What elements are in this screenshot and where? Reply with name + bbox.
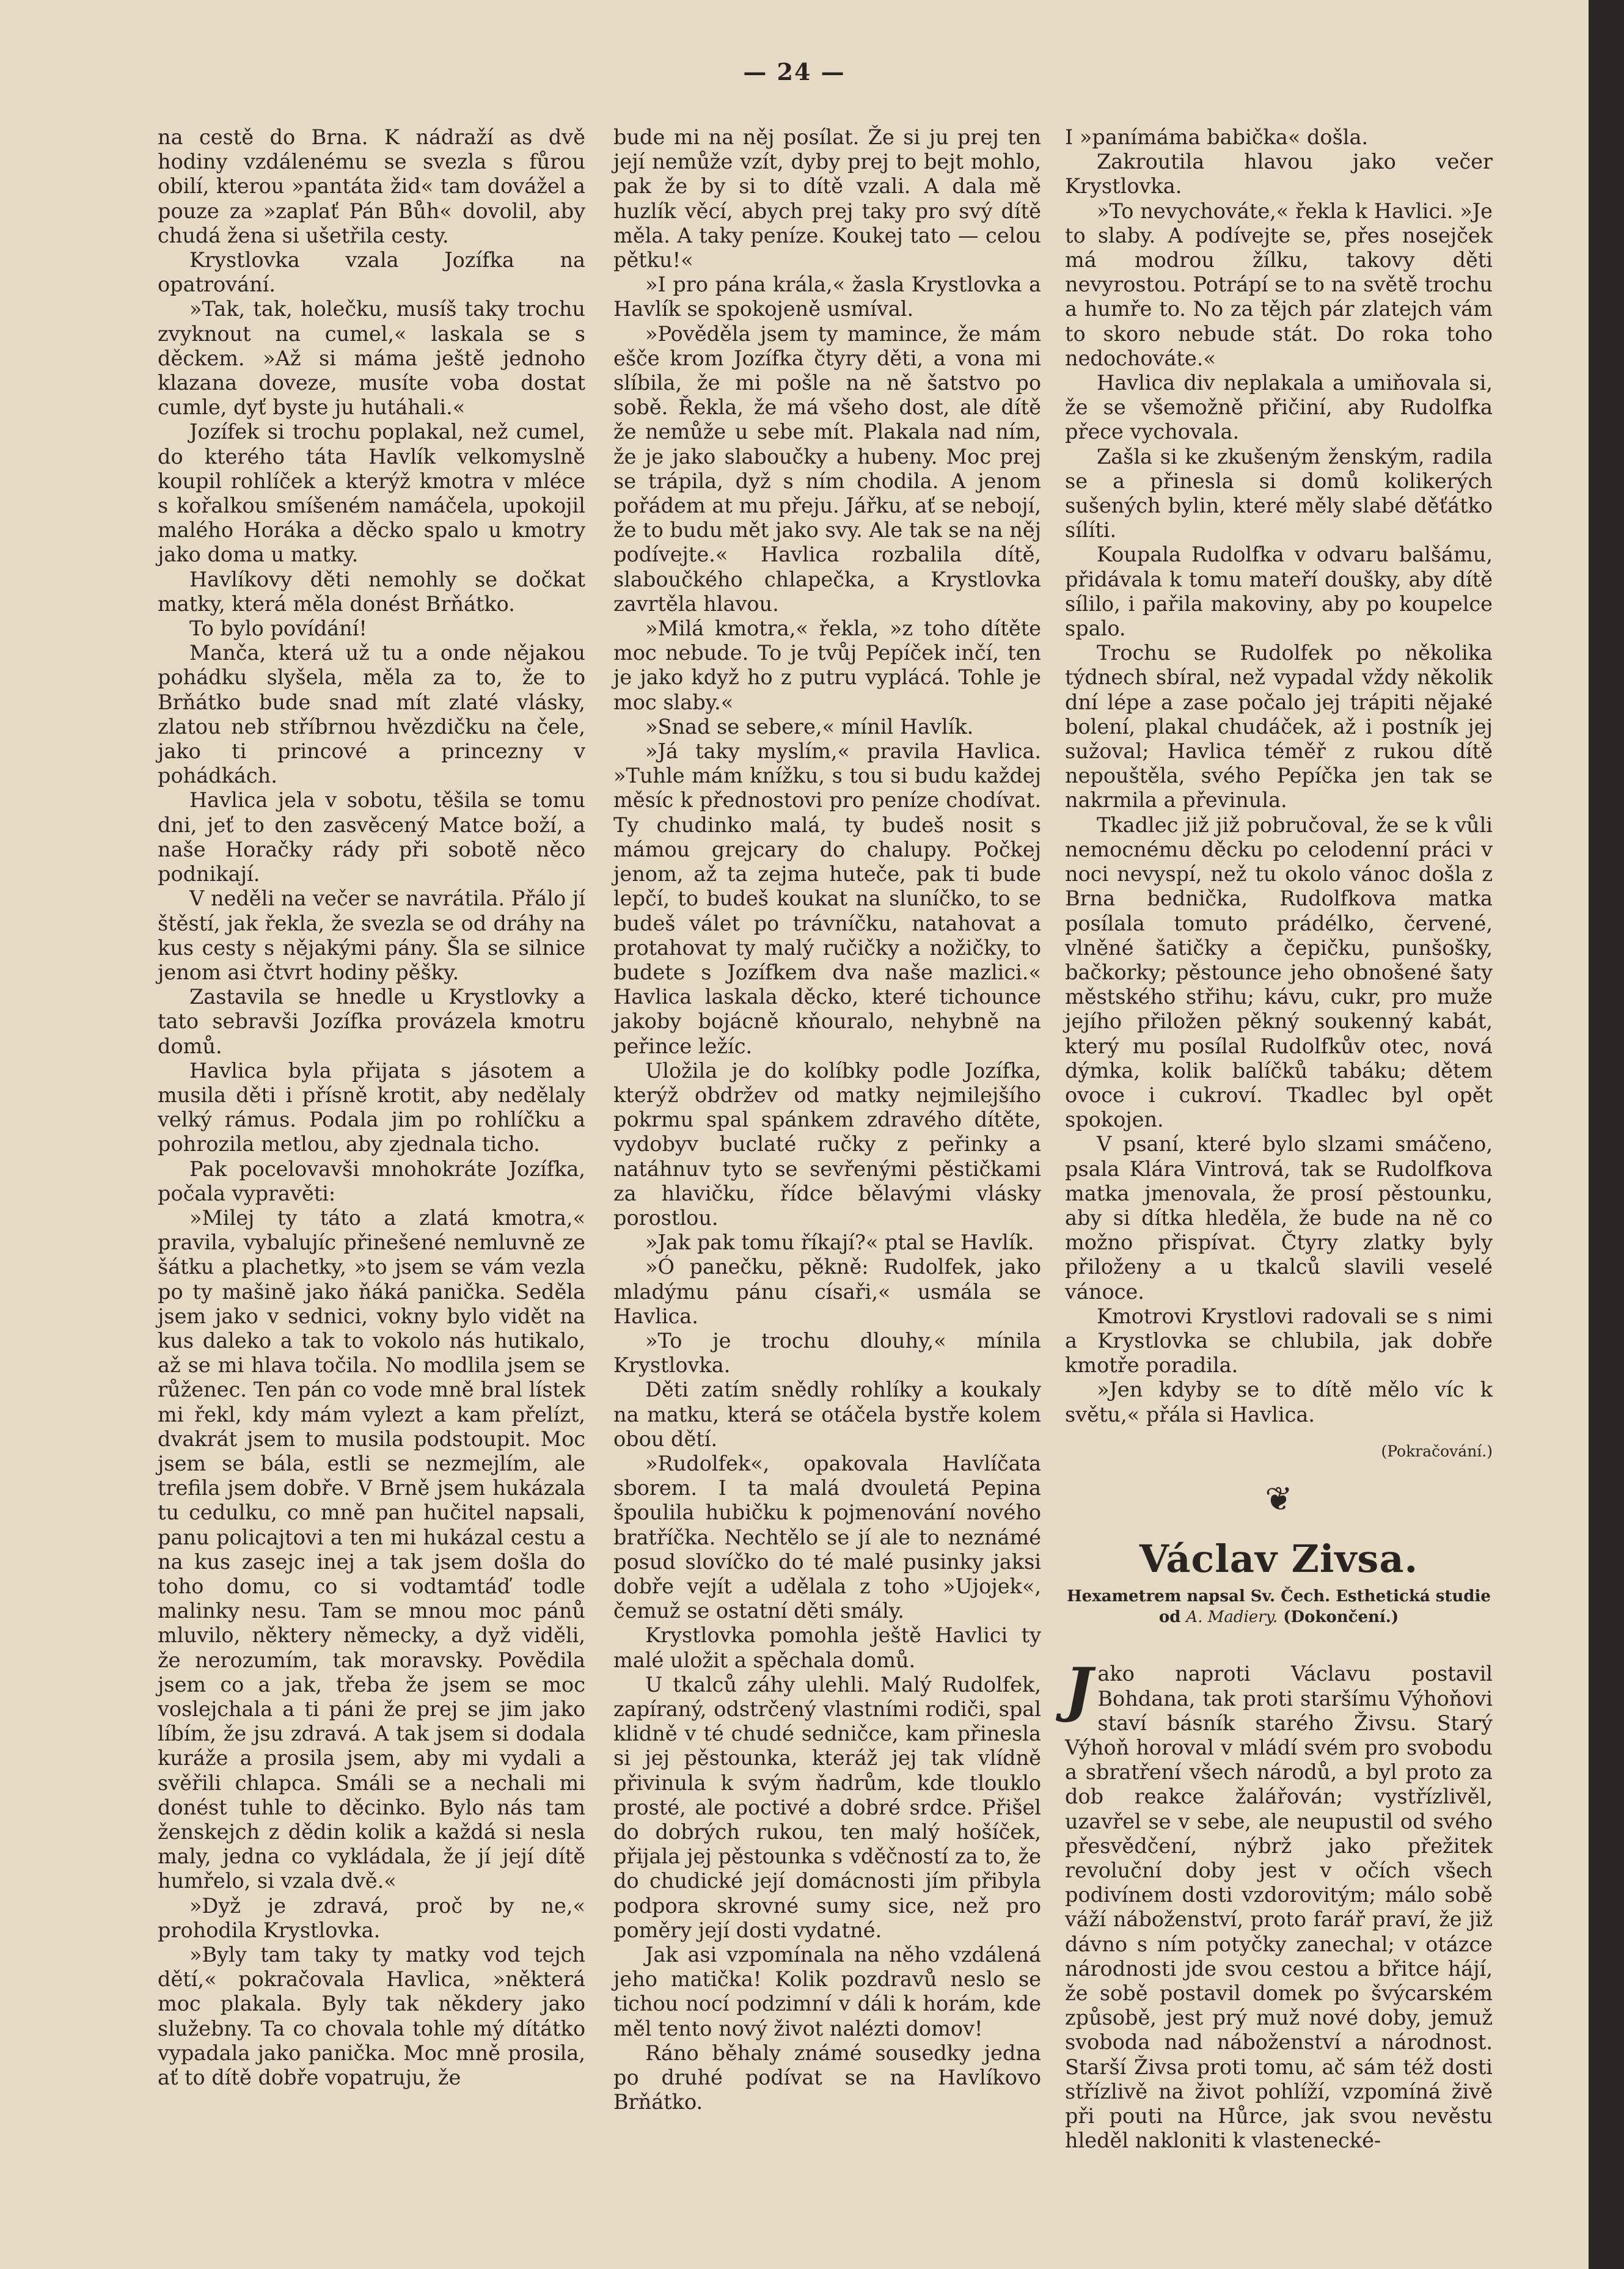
paragraph: Zašla si ke zkušeným ženským, radila se a přinesla si domů kolikerých sušených bylin, které měly slabé děťátko sílíti. — [1065, 444, 1493, 543]
paragraph: »Tak, tak, holečku, musíš taky trochu zvyknout na cumel,« laskala se s děckem. »Až si máma ještě jednoho klazana doveze, musíte voba dostat cumle, dyť byste ju hutáhali.« — [158, 297, 585, 420]
paragraph: Trochu se Rudolfek po několika týdnech sbíral, než vypadal vždy několik dní lépe a zase počalo jej trápiti nějaké bolení, plakal chudáček, až i postník jej sužoval; Havlica téměř z rukou dítě nepouštěla, svého Pepíčka jen tak se nakrmila a převinula. — [1065, 641, 1493, 813]
paragraph: Havlica div neplakala a umiňovala si, že se všemožně přičiní, aby Rudolfka přece vychovala. — [1065, 371, 1493, 444]
paragraph: Pak pocelovavši mnohokráte Jozífka, počala vypravěti: — [158, 1156, 585, 1205]
paragraph: V psaní, které bylo slzami smáčeno, psala Klára Vintrová, tak se Rudolfkova matka jmenovala, že prosí pěstounku, aby si dítka hleděla, že bude na ně co možno přispívat. Čtyry zlatky byly přiloženy a u tkalců slavili veselé vánoce. — [1065, 1132, 1493, 1304]
paragraph: »Já taky myslím,« pravila Havlica. »Tuhle mám knížku, s tou si budu každej měsíc k přednostovi pro peníze chodívat. Ty chudinko malá, ty budeš nosit s mámou grejcary do chalupy. Počkej jenom, až ta zejma huteče, pak ti bude lepčí, to budeš koukat na sluníčko, to se budeš válet po trávníčku, natahovat a protahovat ty malý ručičky a nožičky, to budete s Jozífkem dva naše mazlici.« Havlica laskala děcko, které tichounce jakoby bojácně kňouralo, nehybně na peřince ležíc. — [613, 739, 1041, 1058]
dropcap: J — [1065, 1655, 1093, 1725]
paragraph: »Jak pak tomu říkají?« ptal se Havlík. — [645, 1230, 1034, 1255]
article-body-text: ako naproti Václavu postavil Bohdana, tak proti staršímu Výhoňovi staví básník starého Živsu. Starý Výhoň horoval v mládí svém pro svobodu a sbratření všech národů, a byl proto za dob reakce žalářován; vystřízlivěl, uzavřel se v sebe, ale neupustil od svého přesvědčení, nýbrž jako přežitek revoluční doby jest v očích všech podivínem dosti vzdorovitým; málo sobě váží náboženství, proto farář praví, že již dávno s ním potyčky zanechal; v otázce národnosti jde svou cestou a břitce hájí, že sobě postavil domek po švýcarském způsobě, jest prý muž nové doby, jemuž svoboda nad náboženství a národnost. Starší Živsa proti tomu, ač sám též dosti střízlivě na život pohlíží, vzpomíná živě při pouti na Hůrce, jak svou nevěstu hleděl nakloniti k vlastenecké- — [1065, 1662, 1493, 2153]
paragraph: Koupala Rudolfka v odvaru balšámu, přidávala k tomu mateří doušky, aby dítě sílilo, i pařila makoviny, aby po koupelce spalo. — [1065, 543, 1493, 641]
article-title: Václav Zivsa. — [1139, 1536, 1419, 1582]
paragraph: Manča, která už tu a onde nějakou pohádku slyšela, měla za to, že to Brňátko bude snad mít zlaté vlásky, zlatou neb stříbrnou hvězdičku na čele, jako ti princové a princezny v pohádkách. — [158, 641, 585, 788]
paragraph: na cestě do Brna. K nádraží as dvě hodiny vzdálenému se svezla s fůrou obilí, kterou »pantáta žid« tam dovážel a pouze za »zaplať Pán Bůh« dovolil, aby chudá žena si ušetřila cesty. — [158, 125, 585, 247]
paragraph: Tkadlec již již pobručoval, že se k vůli nemocnému děcku po celodenní práci v noci nevyspí, než tu okolo vánoc došla z Brna bednička, Rudolfkova matka posílala tomuto prádélko, červené, vlněné šatičky a čepičku, punšošky, bačkorky; pěstounce jeho obnošené šaty městského střihu; kávu, cukr, pro muže jejího přiložen pěkný soukenný kabát, který mu posílal Rudolfkův otec, nová dýmka, kolik balíčků tabáku; dětem ovoce i cukroví. Tkadlec byl opět spokojen. — [1065, 813, 1493, 1132]
paragraph: Havlica jela v sobotu, těšila se tomu dni, jeť to den zasvěcený Matce boží, a naše Horačky rády při sobotě něco podnikají. — [158, 788, 585, 886]
paragraph: Havlíkovy děti nemohly se dočkat matky, která měla donést Brňátko. — [158, 567, 585, 616]
paragraph: »Dyž je zdravá, proč by ne,« prohodila Krystlovka. — [158, 1893, 585, 1942]
paragraph: Jak asi vzpomínala na něho vzdálená jeho matička! Kolik pozdravů neslo se tichou nocí podzimní v dáli k horám, kde měl tento nový život nalézti domov! — [613, 1943, 1041, 2041]
paragraph: Zakroutila hlavou jako večer Krystlovka. — [1065, 150, 1493, 199]
subtitle-text: Hexametrem napsal Sv. Čech. Esthetická studie od — [1067, 1587, 1491, 1627]
paragraph: »I pro pána krála,« žasla Krystlovka a Havlík se spokojeně usmíval. — [613, 272, 1041, 321]
paragraph: Krystlovka vzala Jozífka na opatrování. — [158, 248, 585, 297]
paragraph: Krystlovka pomohla ještě Havlici ty malé uložit a spěchala domů. — [613, 1623, 1041, 1672]
paragraph: Zastavila se hnedle u Krystlovky a tato sebravši Jozífka provázela kmotru domů. — [158, 985, 585, 1058]
continuation-note: (Pokračování.) — [1381, 1442, 1493, 1460]
column-1 — [158, 125, 585, 2090]
paragraph: »To nevychováte,« řekla k Havlici. »Je to slaby. A podívejte se, přes nosejček má modrou žílku, takovy děti nevyrostou. Potrápí se to na světě trochu a humře to. No za tějch pár zlatejch vám to skoro nebude stát. Do roka toho nedochováte.« — [1065, 199, 1493, 370]
paragraph: »Snad se sebere,« mínil Havlík. — [645, 714, 974, 739]
article-body — [1065, 1655, 1493, 2153]
paragraph: »Pověděla jsem ty mamince, že mám ešče krom Jozífka čtyry děti, a vona mi slíbila, že mi pošle na ně šatstvo po sobě. Řekla, že má všeho dost, ale dítě že nemůže u sebe mít. Plakala nad ním, že je jako slaboučky a hubeny. Moc prej se trápila, dyž s ním chodila. A jenom pořádem at mu přeju. Jářku, ať se nebojí, že to budu mět jako svy. Ale tak se na něj podívejte.« Havlica rozbalila dítě, slaboučkého chlapečka, a Krystlovka zavrtěla hlavou. — [613, 321, 1041, 616]
paragraph: To bylo povídání! — [189, 616, 367, 641]
paragraph: I »panímáma babička« došla. — [1065, 125, 1369, 149]
article-subtitle — [1065, 1586, 1493, 1628]
paragraph: Jozífek si trochu poplakal, než cumel, do kterého táta Havlík velkomyslně koupil rohlíček a kterýž kmotra v mléce s kořalkou smíšeném namáčela, upokojil malého Horáka a děcko spalo u kmotry jako doma u matky. — [158, 420, 585, 567]
scan-edge — [1589, 0, 1624, 2269]
column-3 — [1065, 125, 1493, 2153]
paragraph: »To je trochu dlouhy,« mínila Krystlovka. — [613, 1328, 1041, 1378]
paragraph: Děti zatím snědly rohlíky a koukaly na matku, která se otáčela bystře kolem obou dětí. — [613, 1378, 1041, 1451]
paragraph: »Milej ty táto a zlatá kmotra,« pravila, vybalujíc přinešené nemluvně ze šátku a plachetky, »to jsem se vám vezla po ty mašině jako ňáká panička. Seděla jsem jako v sednici, vokny bylo vidět na kus daleko a tak to vokolo nás hutikalo, až se mi hlava točila. No modlila jsem se růženec. Ten pán co vode mně bral lístek mi řekl, kdy mám vylezt a kam přelízt, dvakrát jsem to musila podstoupit. Moc jsem se bála, estli se nezmejlím, ale trefila jsem dobře. V Brně jsem hukázala tu cedulku, co mně pan hučitel napsali, panu policajtovi a ten mi hukázal cestu a na kus zasejc inej a tak jsem došla do toho domu, co si vodtamtáď todle malinky nesu. Tam se mnou moc pánů mluvilo, některy německy, a dyž viděli, že nerozumím, tak moravsky. Povědila jsem co a jak, třeba že jsem se moc voslejchala a ti páni že prej se jim jako líbím, že jsu zdravá. A tak jsem si dodala kuráže a prosila jsem, aby mi vydali a svěřili chlapca. Smáli se a nechali mi donést tuhle to děcinko. Bylo nás tam ženskejch z dědin kolik a každá si nesla maly, jedna co vykládala, že jí její dítě humřelo, si vzala dvě.« — [158, 1205, 585, 1893]
ornament-icon: ❦ — [1265, 1479, 1293, 1518]
paragraph: Uložila je do kolíbky podle Jozífka, kterýž obdržev od matky nejmilejšího pokrmu spal spánkem zdravého dítěte, vydobyv buclaté ručky z peřinky a natáhnuv tyto se sevřenými pěstičkami za hlavičku, řídce bělavými vlásky porostlou. — [613, 1058, 1041, 1230]
paragraph: Havlica byla přijata s jásotem a musila děti i přísně krotit, aby nedělaly velký rámus. Podala jim po rohlíčku a pohrozila metlou, aby zjednala ticho. — [158, 1058, 585, 1156]
subtitle-author: A. Madiery. — [1186, 1608, 1278, 1627]
paragraph: U tkalců záhy ulehli. Malý Rudolfek, zapíraný, odstrčený vlastními rodiči, spal klidně v té chudé sedničce, kam přinesla si jej pěstounka, kteráž jej tak vlídně přivinula k svým ňadrům, kde tlouklo prosté, ale poctivé a dobré srdce. Přišel do dobrých rukou, ten malý hošíček, přijala jej pěstounka s vděčností za to, že do chudické její domácnosti jím přibyla podpora skrovné sumy sice, než pro poměry její dosti vydatné. — [613, 1672, 1041, 1942]
paragraph: Ráno běhaly známé sousedky jedna po druhé podívat se na Havlíkovo Brňátko. — [613, 2041, 1041, 2114]
column-2 — [613, 125, 1041, 2114]
paragraph: »Rudolfek«, opakovala Havlíčata sborem. I ta malá dvouletá Pepina špoulila hubičku k pojmenování nového bratříčka. Nechtělo se jí ale to neznámé posud slovíčko do té malé pusinky jaksi dobře vejít a udělala z toho »Ujojek«, čemuž se ostatní děti smály. — [613, 1451, 1041, 1623]
paragraph: »Milá kmotra,« řekla, »z toho dítěte moc nebude. To je tvůj Pepíček inčí, ten je jako když ho z putru vyplácá. Tohle je moc slaby.« — [613, 616, 1041, 714]
subtitle-end: (Dokončení.) — [1283, 1608, 1399, 1627]
paragraph: »Ó panečku, pěkně: Rudolfek, jako mladýmu pánu císaři,« usmála se Havlica. — [613, 1255, 1041, 1328]
paragraph: »Byly tam taky ty matky vod tejch dětí,« pokračovala Havlica, »některá moc plakala. Byly tak někdery jako služebny. Ta co chovala tohle mý dítátko vypadala jako panička. Moc mně prosila, ať to dítě dobře vopatruju, že — [158, 1943, 585, 2090]
paragraph: bude mi na něj posílat. Že si ju prej ten její nemůže vzít, dyby prej to bejt mohlo, pak že by si to dítě vzali. A dala mě huzlík věcí, abych prej taky pro svý dítě měla. A taky peníze. Koukej tato — celou pětku!« — [613, 125, 1041, 272]
paragraph: »Jen kdyby se to dítě mělo víc k světu,« přála si Havlica. — [1065, 1378, 1493, 1427]
page-number: — 24 — — [743, 58, 846, 86]
paragraph: Kmotrovi Krystlovi radovali se s nimi a Krystlovka se chlubila, jak dobře kmotře poradila. — [1065, 1304, 1493, 1378]
paragraph: V neděli na večer se navrátila. Přálo jí štěstí, jak řekla, že svezla se od dráhy na kus cesty s nějakými pány. Šla se silnice jenom asi čtvrt hodiny pěšky. — [158, 886, 585, 984]
